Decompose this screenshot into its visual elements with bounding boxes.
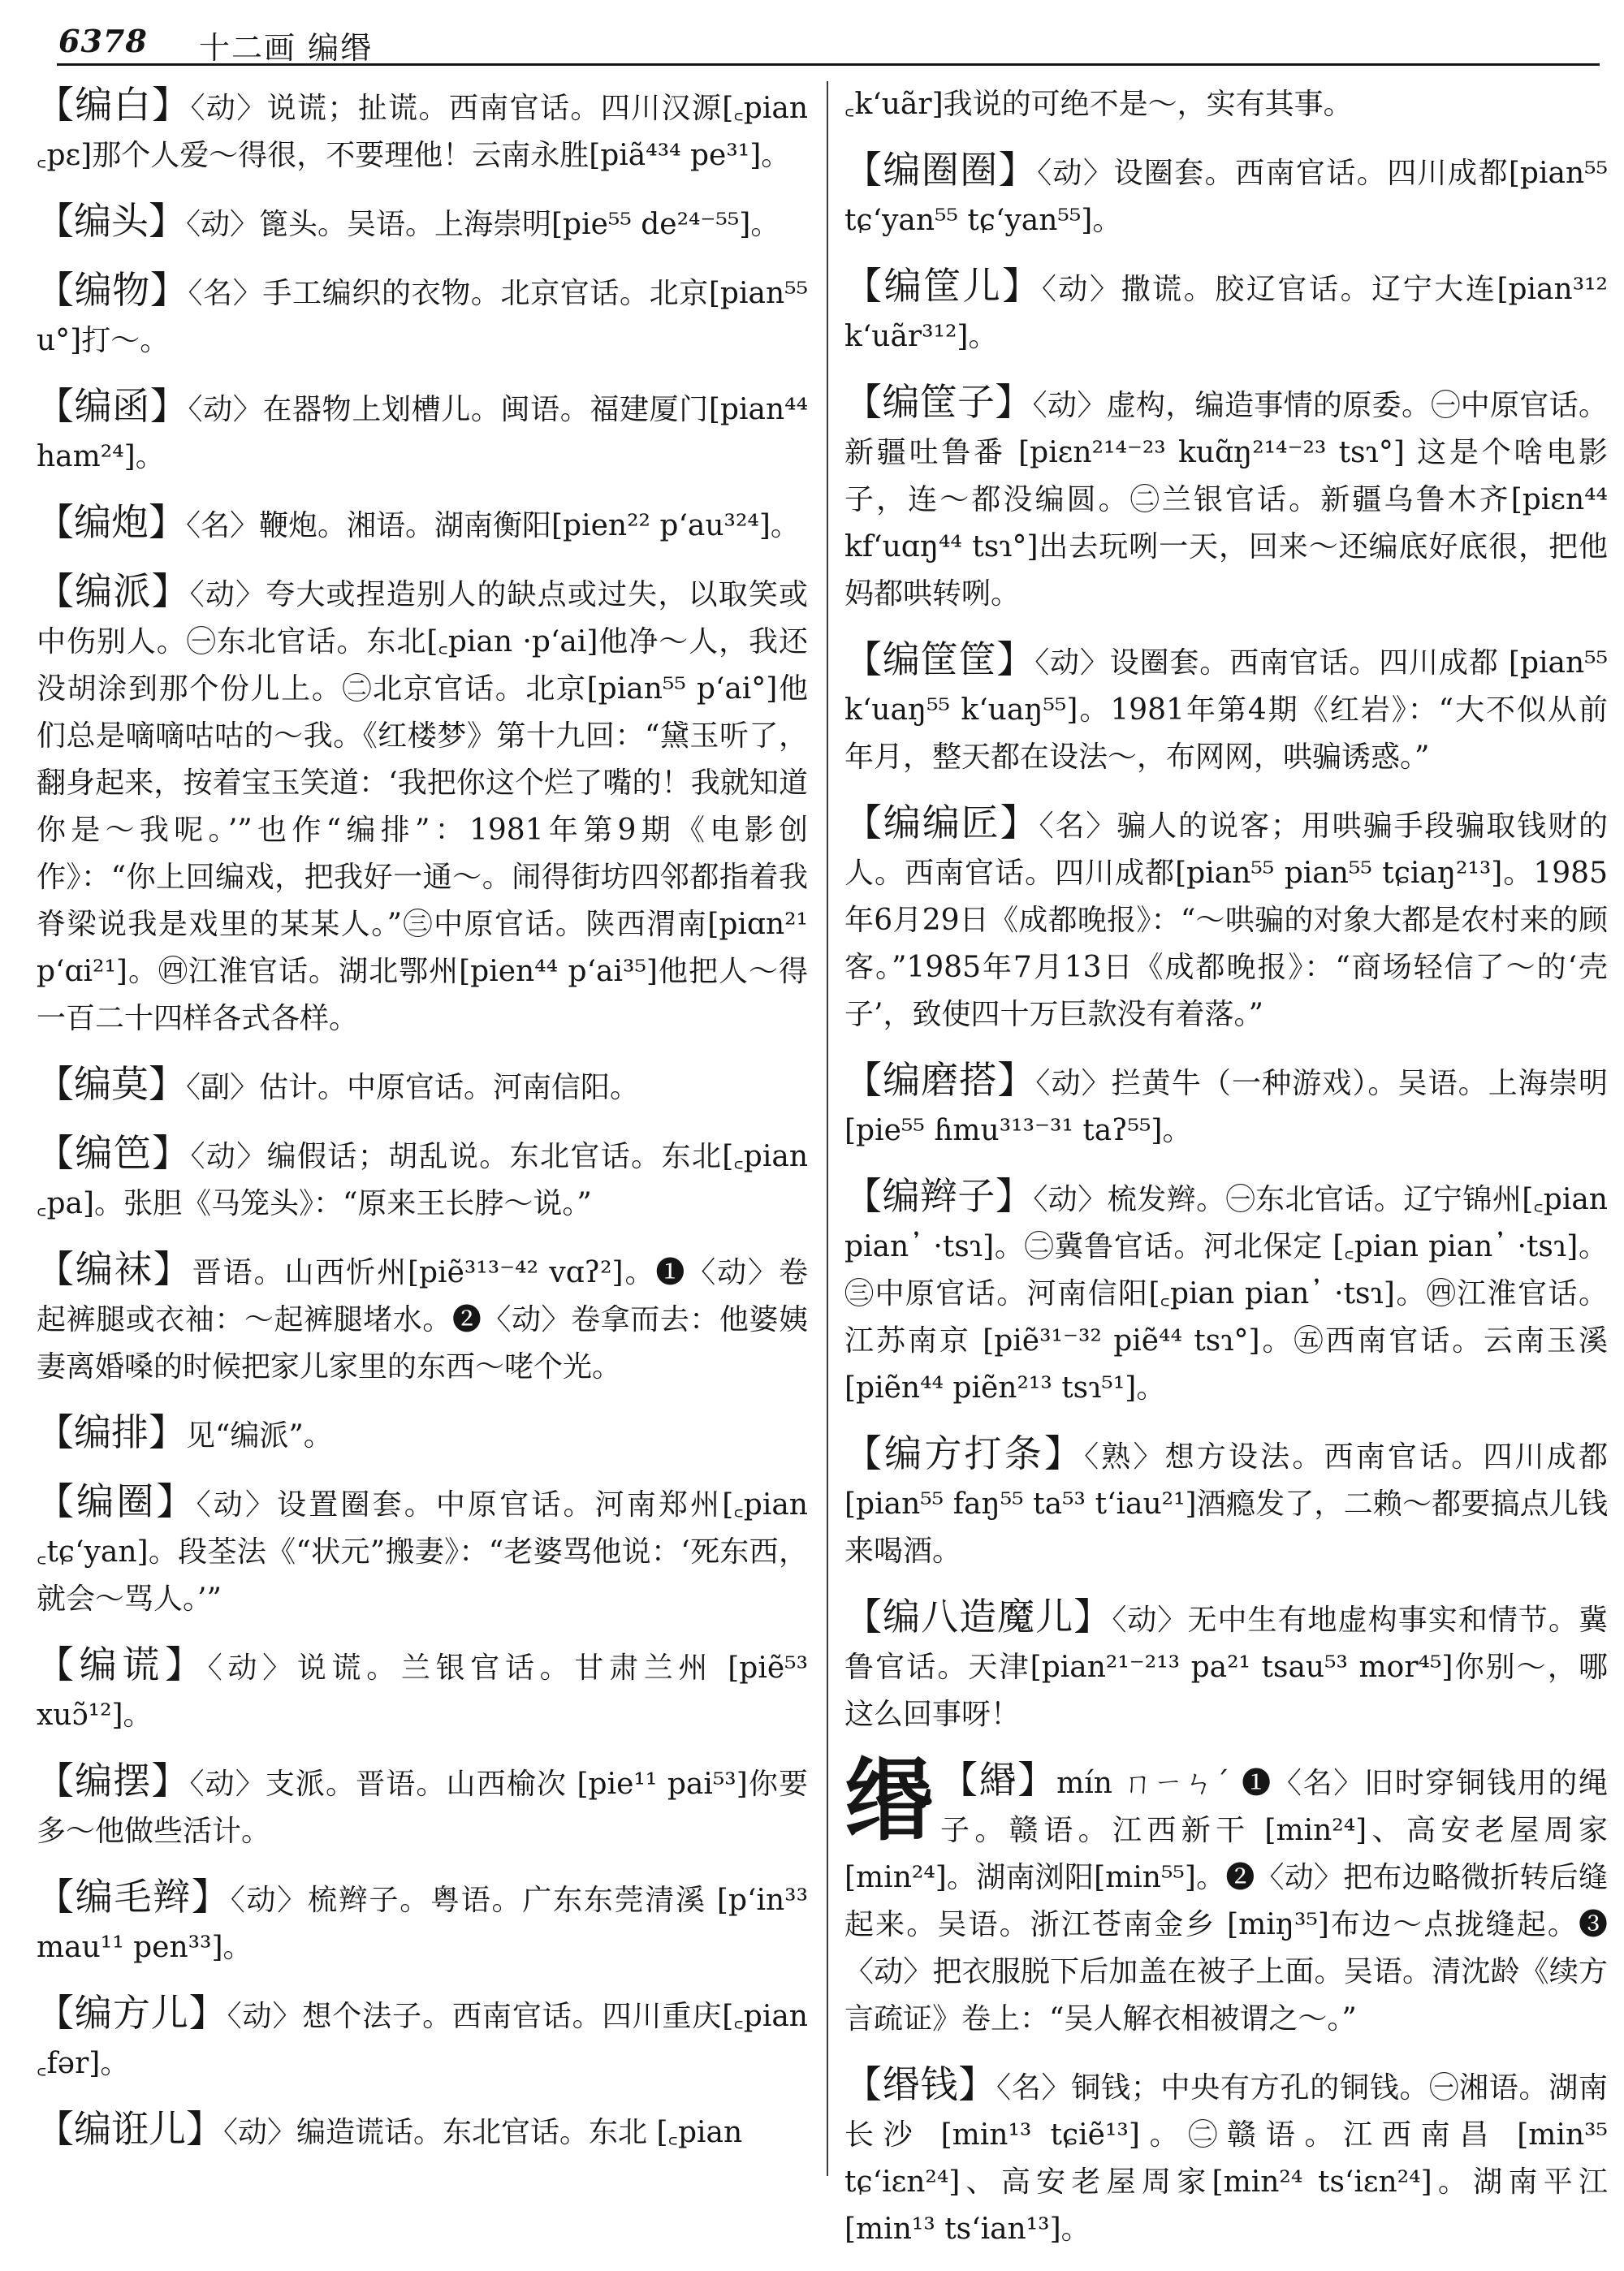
entry: [37, 1989, 808, 2088]
entry: [37, 197, 808, 248]
headword: 【编方儿】: [37, 1991, 227, 2035]
definition: 〈动〉在器物上划槽儿。闽语。福建厦门[pian⁴⁴ ham²⁴]。: [37, 393, 808, 473]
right-column: [844, 81, 1608, 2271]
headword: 【编筐子】: [844, 380, 1033, 424]
headword: 【编筐筐】: [844, 637, 1035, 681]
headword: 【编头】: [37, 199, 186, 243]
left-column: [37, 81, 808, 2174]
definition: 〈动〉支派。晋语。山西榆次 [pie¹¹ pai⁵³]你要多～他做些活计。: [37, 1768, 809, 1848]
headword: 【编摆】: [37, 1759, 190, 1803]
definition: 见“编派”。: [186, 1419, 333, 1453]
definition: 〈动〉篦头。吴语。上海崇明[pie⁵⁵ de²⁴⁻⁵⁵]。: [186, 208, 780, 241]
headword: 【缗钱】: [844, 2062, 996, 2106]
entry: [37, 81, 808, 179]
page-header: [57, 16, 1600, 65]
definition: 〈动〉夸大或捏造别人的缺点或过失，以取笑或中伤别人。㊀东北官话。东北[꜀pian ·p‘ai]他净～人，我还没胡涂到那个份儿上。㊁北京官话。北京[pian⁵⁵ p‘ai°]他们总是嘀嘀咕咕的～我。《红楼梦》第十九回：“黛玉听了，翻身起来，按着宝玉笑道：‘我把你这个烂了嘴的！我就知道你是～我呢。’”也作“编排”：1981年第9期《电影创作》：“你上回编戏，把我好一通～。闹得街坊四邻都指着我脊梁说我是戏里的某某人。”㊂中原官话。陕西渭南[piɑn²¹ p‘ɑi²¹]。㊃江淮官话。湖北鄂州[pien⁴⁴ p‘ai³⁵]他把人～得一百二十四样各式各样。: [37, 578, 808, 1035]
entry: [844, 146, 1608, 244]
entry: [844, 1430, 1608, 1575]
entry: [844, 1593, 1608, 1738]
headword: 【编圈】: [37, 1479, 197, 1523]
definition: 〈动〉设圈套。西南官话。四川成都[pian⁵⁵ tɕ‘yan⁵⁵ tɕ‘yan⁵⁵]。: [844, 157, 1609, 237]
entry: [37, 1641, 808, 1739]
entry: [844, 636, 1608, 781]
headword: 【编笆】: [37, 1131, 191, 1175]
definition: 〈动〉无中生有地虚构事实和情节。冀鲁官话。天津[pian²¹⁻²¹³ pa²¹ tsau⁵³ mor⁴⁵]你别～，哪这么回事呀！: [844, 1604, 1608, 1731]
definition: 晋语。山西忻州[piẽ³¹³⁻⁴² vɑʔ²]。❶〈动〉卷起裤腿或衣袖：～起裤腿堵水。❷〈动〉卷拿而去：他婆姨妻离婚嗓的时候把家儿家里的东西～咾个光。: [37, 1256, 808, 1384]
page-number: 6378: [58, 23, 148, 59]
headword: 【编派】: [37, 569, 190, 613]
definition: 〈动〉设置圈套。中原官话。河南郑州[꜀pian ꜀tɕ‘yan]。段荃法《“状元”搬妻》：“老婆骂他说：‘死东西，就会～骂人。’”: [37, 1488, 808, 1616]
entry: [844, 378, 1608, 618]
definition: 〈动〉编假话；胡乱说。东北官话。东北[꜀pian ꜀pa]。张胆《马笼头》：“原来王长脖～说。”: [37, 1140, 808, 1220]
definition: 〈动〉拦黄牛（一种游戏）。吴语。上海崇明 [pie⁵⁵ ɦmu³¹³⁻³¹ taʔ⁵⁵]。: [844, 1067, 1608, 1147]
headword: 【编磨搭】: [844, 1058, 1036, 1102]
headword: 【编物】: [37, 268, 188, 312]
entry: [37, 1873, 808, 1971]
headword: 【编圈圈】: [844, 148, 1038, 192]
headword: 【编莫】: [37, 1062, 186, 1106]
definition: 〈动〉虚构，编造事情的原委。㊀中原官话。新疆吐鲁番 [piɛn²¹⁴⁻²³ kuɑ̃ŋ²¹⁴⁻²³ tsɿ°] 这是个啥电影子，连～都没编圆。㊁兰银官话。新疆乌鲁木齐[piɛn⁴⁴ kf‘uɑŋ⁴⁴ tsɿ°]出去玩咧一天，回来～还编底好底很，把他妈都哄转咧。: [844, 389, 1608, 611]
column-divider: [827, 81, 828, 2176]
entry: [37, 1060, 808, 1112]
entry: [844, 81, 1608, 128]
headword: 【编诳儿】: [37, 2107, 223, 2151]
definition: 〈名〉手工编织的衣物。北京官话。北京[pian⁵⁵ u°]打～。: [37, 277, 808, 357]
headword: 【编筐儿】: [844, 264, 1042, 308]
headword: 【编谎】: [37, 1643, 208, 1686]
headword: 【编袜】: [37, 1247, 192, 1291]
entry: [37, 1129, 808, 1228]
entry: [37, 568, 808, 1043]
definition: 〈动〉梳辫子。粤语。广东东莞清溪 [p‘in³³ mau¹¹ pen³³]。: [37, 1884, 809, 1964]
definition: 〈动〉编造谎话。东北官话。东北 [꜀pian: [223, 2116, 743, 2149]
entry: [37, 2105, 808, 2157]
entry: [37, 1478, 808, 1623]
definition: ꜀k‘uãr]我说的可绝不是～，实有其事。: [844, 88, 1353, 121]
entry: [844, 799, 1608, 1038]
headword: 【编辫子】: [844, 1174, 1034, 1218]
entry: [37, 1246, 808, 1391]
definition: 〈名〉骗人的说客；用哄骗手段骗取钱财的人。西南官话。四川成都[pian⁵⁵ pian⁵⁵ tɕiaŋ²¹³]。1985年6月29日《成都晚报》：“～哄骗的对象大都是农村来的顾客。”1985年7月13日《成都晚报》：“商场轻信了～的‘壳子’，致使四十万巨款没有着落。”: [844, 810, 1608, 1031]
header-rule: [57, 63, 1600, 66]
headword: 【编函】: [37, 384, 188, 428]
definition: 〈动〉设圈套。西南官话。四川成都 [pian⁵⁵ k‘uaŋ⁵⁵ k‘uaŋ⁵⁵]。1981年第4期《红岩》：“大不似从前年月，整天都在设法～，布网网，哄骗诱惑。”: [844, 646, 1609, 774]
headword: 【编毛辫】: [37, 1875, 231, 1919]
definition: 〈动〉说谎。兰银官话。甘肃兰州 [piẽ⁵³ xuɔ̃¹²]。: [37, 1651, 809, 1732]
entry: [37, 382, 808, 481]
headword: 【编白】: [37, 83, 191, 127]
char-headword: 【緡】: [940, 1758, 1057, 1802]
definition: 〈副〉估计。中原官话。河南信阳。: [186, 1071, 640, 1104]
headword: 【编方打条】: [844, 1431, 1085, 1475]
char-entry: [844, 1748, 1608, 2043]
char-definition: mín ㄇㄧㄣˊ ❶〈名〉旧时穿铜钱用的绳子。赣语。江西新干 [min²⁴]、高安老屋周家 [min²⁴]。湖南浏阳[min⁵⁵]。❷〈动〉把布边略微折转后缝起来。吴语。浙江苍南金乡 [miŋ³⁵]布边～点拢缝起。❸〈动〉把衣服脱下后加盖在被子上面。吴语。清沈龄《续方言疏证》卷上：“吴人解衣相被谓之～。”: [844, 1767, 1608, 2036]
entry: [37, 266, 808, 365]
definition: 〈动〉梳发辫。㊀东北官话。辽宁锦州[꜀pian pian᾿ ·tsɿ]。㊁冀鲁官话。河北保定 [꜀pian pian᾿ ·tsɿ]。㊂中原官话。河南信阳[꜀pian pian᾿ ·tsɿ]。㊃江淮官话。江苏南京 [piẽ³¹⁻³² piẽ⁴⁴ tsɿ°]。㊄西南官话。云南玉溪 [piẽn⁴⁴ piẽn²¹³ tsɿ⁵¹]。: [844, 1183, 1608, 1405]
entry: [37, 1409, 808, 1460]
definition: 〈名〉鞭炮。湘语。湖南衡阳[pien²² p‘au³²⁴]。: [186, 509, 800, 542]
entry: [37, 499, 808, 550]
entry: [844, 1056, 1608, 1155]
headword: 【编排】: [37, 1410, 186, 1454]
definition: 〈动〉撒谎。胶辽官话。辽宁大连[pian³¹² k‘uãr³¹²]。: [844, 273, 1608, 353]
entry: [844, 2061, 1608, 2253]
definition: 〈名〉铜钱；中央有方孔的铜钱。㊀湘语。湖南长沙 [min¹³ tɕiẽ¹³]。㊁赣语。江西南昌 [min³⁵ tɕ‘iɛn²⁴]、高安老屋周家[min²⁴ ts‘iɛn²⁴]。湖南平江[min¹³ ts‘ian¹³]。: [844, 2071, 1608, 2246]
definition: 〈动〉想个法子。西南官话。四川重庆[꜀pian ꜀fər]。: [37, 2000, 808, 2080]
definition: 〈动〉说谎；扯谎。西南官话。四川汉源[꜀pian ꜀pɛ]那个人爱～得很，不要理他！云南永胜[piã⁴³⁴ pe³¹]。: [37, 92, 808, 172]
char-head: 缗: [844, 1748, 934, 1853]
right-entries: [844, 81, 1608, 1738]
entry: [844, 262, 1608, 361]
definition: 〈熟〉想方设法。西南官话。四川成都 [pian⁵⁵ faŋ⁵⁵ ta⁵³ t‘iau²¹]酒瘾发了，二赖～都要搞点儿钱来喝酒。: [844, 1440, 1608, 1568]
entry: [37, 1757, 808, 1855]
headword: 【编八造魔儿】: [844, 1595, 1112, 1638]
section-title: 十二画 编缗: [199, 30, 374, 66]
headword: 【编编匠】: [844, 801, 1039, 844]
headword: 【编炮】: [37, 500, 186, 544]
entry: [844, 1172, 1608, 1412]
